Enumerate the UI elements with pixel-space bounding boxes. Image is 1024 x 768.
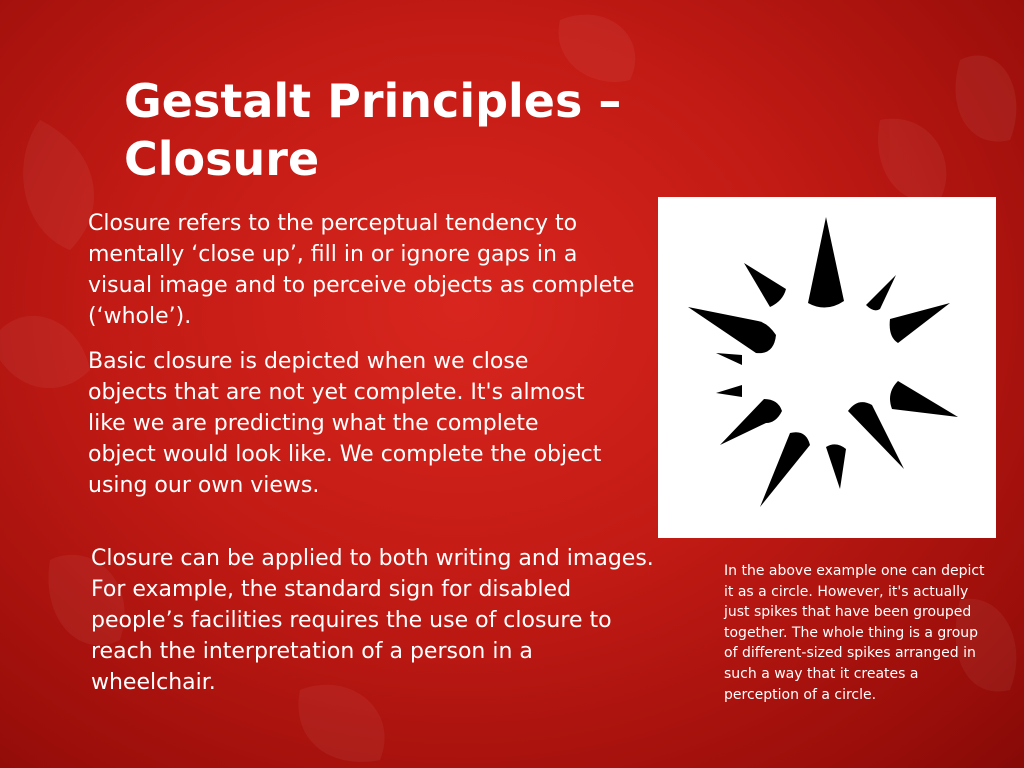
basic-closure-paragraph: Basic closure is depicted when we close objects that are not yet complete. It's almost like we are predicting what the complete object would look like. We complete the object using our own views. [88, 349, 602, 498]
figure-caption: In the above example one can depict it as a circle. However, it's actually just spikes that have been grouped together. The whole thing is a group of different-sized spikes arranged in such a way that it creates a perception of a circle. [724, 563, 985, 703]
slide-title: Gestalt Principles – Closure [124, 74, 622, 186]
closure-application-paragraph: Closure can be applied to both writing and images. For example, the standard sign for disabled people’s facilities requires the use of closure to reach the interpretation of a person in a wheelchair. [91, 546, 654, 695]
closure-definition-paragraph: Closure refers to the perceptual tendency to mentally ‘close up’, fill in or ignore gaps in a visual image and to perceive objects as complete (‘whole’). [88, 211, 635, 329]
closure-example-figure [658, 197, 996, 538]
spiky-circle-illusion-icon [658, 197, 996, 538]
